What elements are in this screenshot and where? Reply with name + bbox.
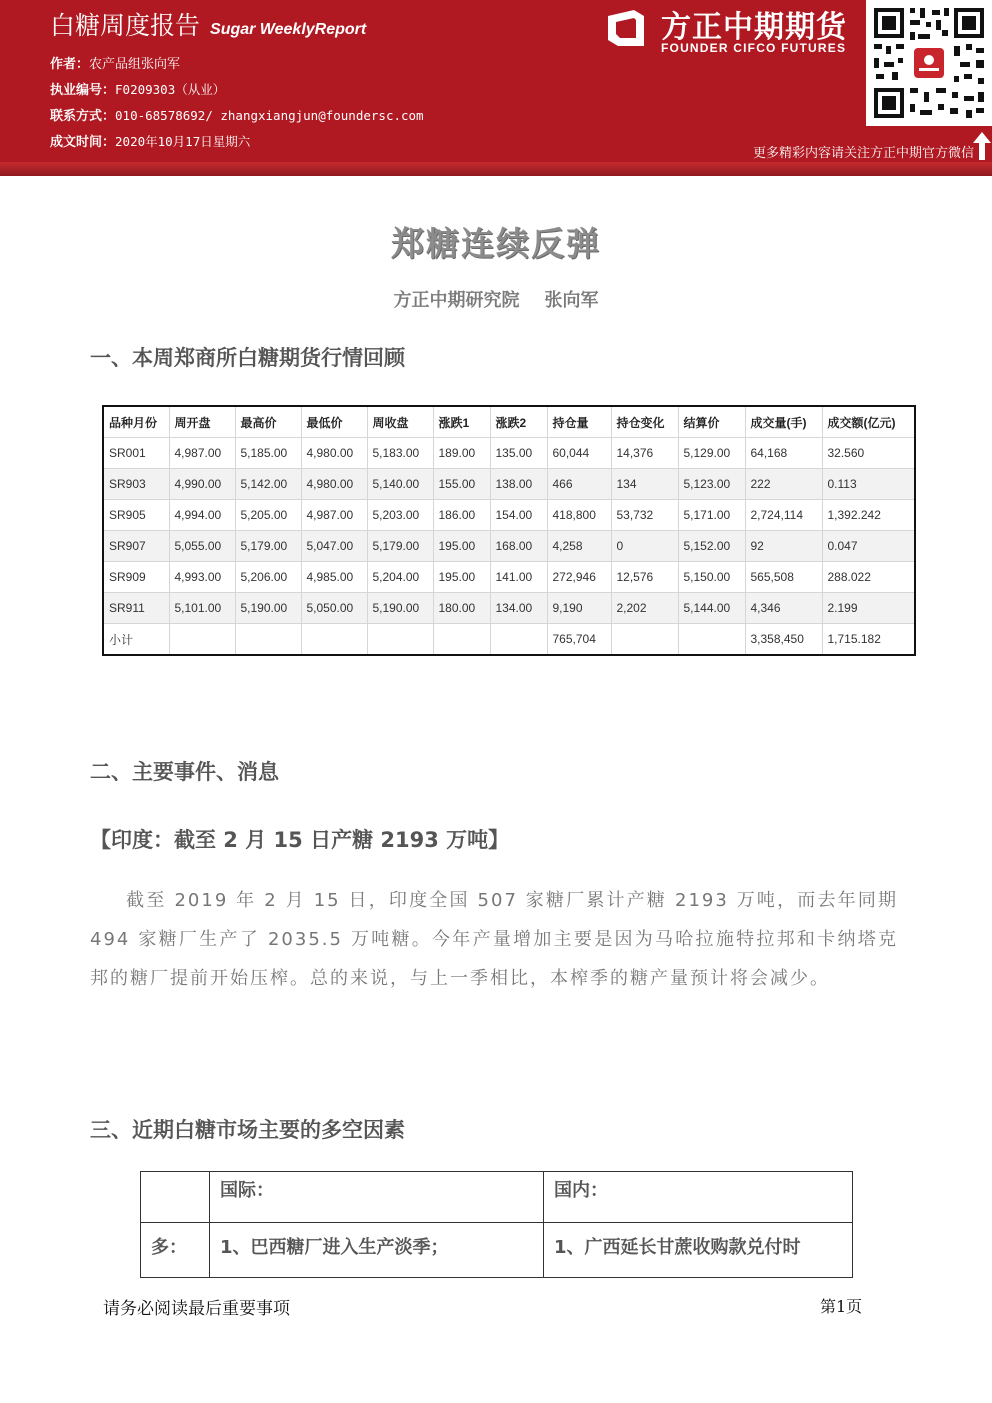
table-cell: 5,101.00 (169, 593, 235, 624)
table-cell: 60,044 (547, 438, 611, 469)
table-cell: 4,985.00 (301, 562, 367, 593)
table-cell: 2.199 (822, 593, 915, 624)
table-cell: SR907 (103, 531, 169, 562)
table-cell: 5,179.00 (367, 531, 433, 562)
factors-bull-row (141, 1223, 853, 1278)
table-cell: 189.00 (433, 438, 490, 469)
news-body-text: 截至 2019 年 2 月 15 日，印度全国 507 家糖厂累计产糖 2193 万吨，而去年同期 494 家糖厂生产了 2035.5 万吨糖。今年产量增加主要是因为马哈拉施特拉邦和卡纳塔克邦的糖厂提前开始压榨。总的来说，与上一季相比，本榨季的糖产量预计将会减少。 (90, 890, 898, 989)
table-cell: 92 (745, 531, 822, 562)
company-logo-text: 方正中期期货 (661, 10, 847, 45)
table-row (103, 531, 915, 562)
table-row (103, 624, 915, 656)
table-cell: 0.047 (822, 531, 915, 562)
column-header: 持仓量 (547, 406, 611, 438)
date-label: 成文时间： (50, 135, 116, 150)
table-cell: 5,190.00 (235, 593, 301, 624)
table-cell (235, 624, 301, 656)
table-cell: SR001 (103, 438, 169, 469)
column-header: 品种月份 (103, 406, 169, 438)
table-cell: 5,185.00 (235, 438, 301, 469)
table-cell: 765,704 (547, 624, 611, 656)
column-header: 结算价 (678, 406, 745, 438)
factors-intl-cell: 1、巴西糖厂进入生产淡季； (210, 1223, 544, 1278)
table-cell: 5,203.00 (367, 500, 433, 531)
follow-wechat-text: 更多精彩内容请关注方正中期官方微信 (752, 146, 974, 161)
table-cell: 1,715.182 (822, 624, 915, 656)
table-cell (367, 624, 433, 656)
table-cell: 141.00 (490, 562, 547, 593)
table-cell (490, 624, 547, 656)
column-header: 成交量(手) (745, 406, 822, 438)
table-cell: 222 (745, 469, 822, 500)
table-cell: 134 (611, 469, 678, 500)
date-value: 2020年10月17日星期六 (115, 134, 251, 149)
table-cell (169, 624, 235, 656)
author-value: 农产品组张向军 (89, 57, 181, 72)
table-cell: 12,576 (611, 562, 678, 593)
table-cell: 1,392.242 (822, 500, 915, 531)
contact-value[interactable]: 010-68578692/ zhangxiangjun@foundersc.com (115, 108, 424, 123)
article-title: 郑糖连续反弹 (391, 224, 601, 263)
factors-header-row (141, 1172, 853, 1223)
up-arrow-icon (973, 132, 991, 160)
table-cell: 5,190.00 (367, 593, 433, 624)
factors-row-label: 多： (141, 1223, 210, 1278)
column-header: 持仓变化 (611, 406, 678, 438)
table-cell: SR909 (103, 562, 169, 593)
table-row (103, 593, 915, 624)
column-header: 涨跌1 (433, 406, 490, 438)
table-cell: SR903 (103, 469, 169, 500)
table-cell: 53,732 (611, 500, 678, 531)
date-line (50, 131, 250, 150)
license-label: 执业编号： (50, 83, 116, 98)
table-cell: 5,205.00 (235, 500, 301, 531)
table-cell: 418,800 (547, 500, 611, 531)
table-cell: 4,993.00 (169, 562, 235, 593)
section-heading-3: 三、近期白糖市场主要的多空因素 (90, 1118, 405, 1142)
factors-domestic-header: 国内： (544, 1172, 853, 1223)
table-cell: 135.00 (490, 438, 547, 469)
table-cell: 5,144.00 (678, 593, 745, 624)
news-headline: 【印度：截至 2 月 15 日产糖 2193 万吨】 (90, 828, 510, 852)
table-cell: 5,171.00 (678, 500, 745, 531)
table-cell: 0 (611, 531, 678, 562)
table-cell: 4,258 (547, 531, 611, 562)
table-cell: 5,140.00 (367, 469, 433, 500)
table-cell: 186.00 (433, 500, 490, 531)
table-row (103, 562, 915, 593)
license-line (50, 79, 225, 98)
table-cell: 9,190 (547, 593, 611, 624)
table-cell: 5,123.00 (678, 469, 745, 500)
footer-notice: 请务必阅读最后重要事项 (103, 1299, 290, 1319)
column-header: 周收盘 (367, 406, 433, 438)
table-cell: 5,047.00 (301, 531, 367, 562)
header-divider (0, 162, 992, 176)
table-cell: 2,724,114 (745, 500, 822, 531)
column-header: 最低价 (301, 406, 367, 438)
factors-intl-header: 国际： (210, 1172, 544, 1223)
report-title-cn: 白糖周度报告 (50, 11, 201, 40)
table-cell (301, 624, 367, 656)
author-line (50, 53, 180, 72)
table-cell: 5,055.00 (169, 531, 235, 562)
column-header: 涨跌2 (490, 406, 547, 438)
report-title (50, 6, 366, 42)
author-label: 作者： (50, 57, 90, 72)
table-cell: 2,202 (611, 593, 678, 624)
table-cell: 466 (547, 469, 611, 500)
table-cell: 5,183.00 (367, 438, 433, 469)
column-header: 周开盘 (169, 406, 235, 438)
table-cell: 5,050.00 (301, 593, 367, 624)
table-cell: 4,980.00 (301, 469, 367, 500)
license-value: F0209303（从业） (115, 82, 226, 97)
table-cell: 4,980.00 (301, 438, 367, 469)
table-cell: 4,990.00 (169, 469, 235, 500)
contact-label: 联系方式： (50, 109, 116, 124)
factors-domestic-cell: 1、广西延长甘蔗收购款兑付时 (544, 1223, 853, 1278)
table-header-row (103, 406, 915, 438)
table-cell: SR911 (103, 593, 169, 624)
table-row (103, 469, 915, 500)
report-header (0, 0, 992, 162)
article-byline: 方正中期研究院 张向军 (393, 290, 599, 311)
table-cell (433, 624, 490, 656)
page-number: 第1页 (820, 1297, 863, 1316)
table-cell: 5,206.00 (235, 562, 301, 593)
section-heading-2: 二、主要事件、消息 (90, 760, 279, 784)
table-cell: 168.00 (490, 531, 547, 562)
market-review-table (102, 405, 916, 656)
table-cell: 5,204.00 (367, 562, 433, 593)
table-cell: 134.00 (490, 593, 547, 624)
table-cell: 155.00 (433, 469, 490, 500)
table-cell: 32.560 (822, 438, 915, 469)
table-cell: 154.00 (490, 500, 547, 531)
table-cell: 195.00 (433, 562, 490, 593)
table-cell: 195.00 (433, 531, 490, 562)
table-cell: 64,168 (745, 438, 822, 469)
table-cell: 288.022 (822, 562, 915, 593)
table-cell: 5,152.00 (678, 531, 745, 562)
table-cell: 0.113 (822, 469, 915, 500)
table-cell: 5,179.00 (235, 531, 301, 562)
company-logo-english: FOUNDER CIFCO FUTURES (661, 41, 847, 55)
table-cell: 5,150.00 (678, 562, 745, 593)
news-paragraph (90, 881, 898, 998)
factors-corner-cell (141, 1172, 210, 1223)
table-cell: 小计 (103, 624, 169, 656)
table-cell: 272,946 (547, 562, 611, 593)
report-title-en: Sugar WeeklyReport (210, 21, 367, 38)
column-header: 最高价 (235, 406, 301, 438)
table-cell: 4,346 (745, 593, 822, 624)
table-row (103, 500, 915, 531)
table-cell (678, 624, 745, 656)
wechat-qr-code (866, 0, 992, 126)
table-cell: 5,129.00 (678, 438, 745, 469)
table-cell: 4,987.00 (169, 438, 235, 469)
column-header: 成交额(亿元) (822, 406, 915, 438)
section-heading-1: 一、本周郑商所白糖期货行情回顾 (90, 346, 405, 370)
table-cell: 5,142.00 (235, 469, 301, 500)
table-cell: 4,994.00 (169, 500, 235, 531)
table-row (103, 438, 915, 469)
market-table-body (103, 438, 915, 656)
contact-line (50, 105, 424, 124)
factors-table (140, 1171, 853, 1278)
table-cell: 3,358,450 (745, 624, 822, 656)
company-logo-icon (604, 6, 648, 50)
table-cell: 138.00 (490, 469, 547, 500)
table-cell: 180.00 (433, 593, 490, 624)
table-cell (611, 624, 678, 656)
table-cell: 4,987.00 (301, 500, 367, 531)
table-cell: SR905 (103, 500, 169, 531)
table-cell: 14,376 (611, 438, 678, 469)
table-cell: 565,508 (745, 562, 822, 593)
